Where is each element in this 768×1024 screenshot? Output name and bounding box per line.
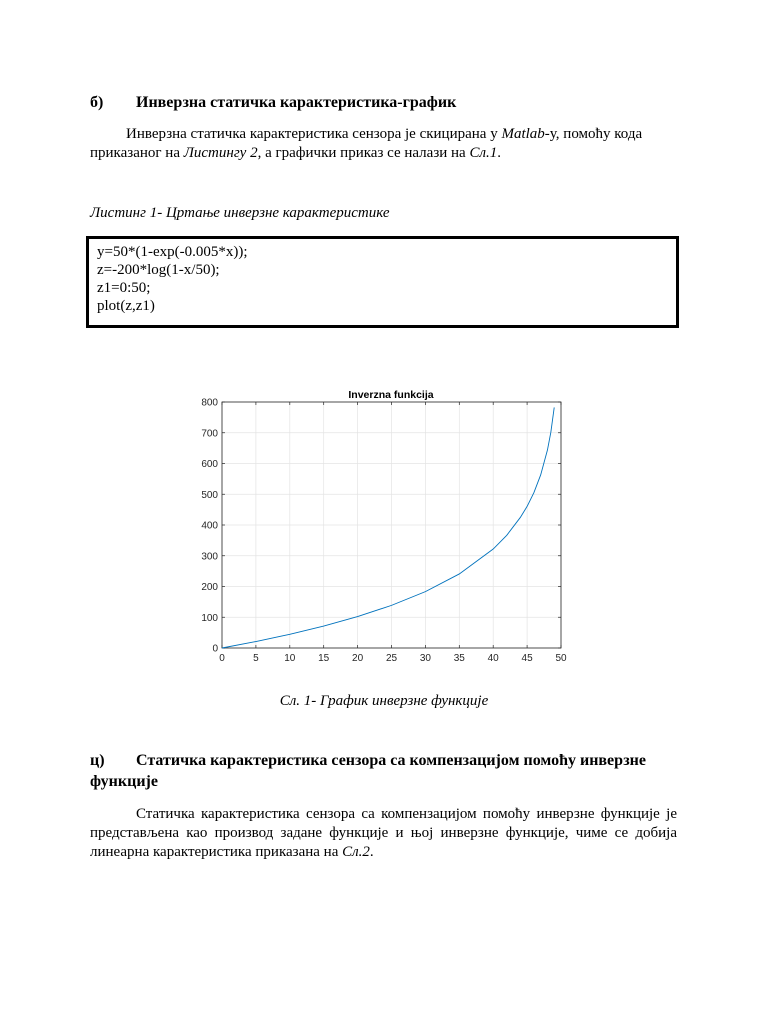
section-c-title-line1: Статичка карактеристика сензора са компензацијом помоћу инверзне (136, 752, 646, 769)
y-tick-label: 0 (212, 643, 218, 655)
series-line (222, 407, 554, 648)
code-line: y=50*(1-exp(-0.005*x)); (97, 244, 248, 260)
section-c-title-line2: функције (90, 773, 158, 790)
chart-grid (222, 402, 561, 648)
y-tick-label: 800 (201, 397, 218, 409)
x-tick-labels (219, 653, 567, 664)
x-tick-label: 20 (352, 653, 364, 664)
x-tick-label: 30 (419, 653, 431, 664)
figure-caption: Сл. 1- График инверзне функције (279, 693, 489, 709)
listing-ref: Листингу 2 (183, 145, 258, 161)
section-c-number: ц) (90, 752, 105, 769)
chart-title: Inverzna funkcija (348, 389, 434, 401)
section-c-paragraph: Статичка карактеристика сензора са компензацијом помоћу инверзне функције је представљена као производ задане функције и њој инверзне функције, чиме се добија линеарна карактеристика приказана на Сл.2. (90, 806, 677, 860)
x-tick-label: 45 (521, 653, 533, 664)
section-b-number: б) (90, 94, 104, 111)
code-line: z1=0:50; (97, 280, 151, 296)
y-tick-label: 700 (201, 428, 218, 440)
figure-2-ref: Сл.2 (342, 844, 370, 860)
y-tick-label: 600 (201, 459, 218, 470)
y-tick-label: 200 (201, 582, 218, 593)
y-tick-labels (201, 398, 218, 655)
section-b-title: Инверзна статичка карактеристика-график (136, 94, 457, 111)
code-listing-box (86, 236, 679, 328)
y-tick-label: 100 (201, 612, 218, 624)
code-line: plot(z,z1) (97, 298, 155, 314)
x-tick-label: 10 (284, 653, 296, 664)
inverse-function-chart (180, 380, 600, 680)
matlab-term: Matlab (501, 126, 545, 142)
y-tick-label: 400 (201, 520, 218, 532)
figure-ref: Сл.1 (469, 145, 498, 161)
section-b-heading (90, 94, 690, 116)
x-tick-label: 25 (385, 653, 398, 664)
section-b-paragraph: Инверзна статичка карактеристика сензора је скицирана у Matlab-у, помоћу кода приказаног на Листингу 2, а графички приказ се налази на Сл.1. (90, 126, 643, 161)
y-tick-label: 500 (201, 489, 218, 501)
x-tick-label: 5 (253, 653, 259, 664)
x-tick-label: 40 (487, 653, 499, 664)
x-tick-label: 0 (219, 653, 225, 664)
x-tick-label: 15 (318, 653, 330, 664)
x-tick-label: 35 (453, 653, 465, 664)
y-tick-label: 300 (201, 551, 218, 563)
section-c-heading (90, 752, 680, 796)
listing-caption: Листинг 1- Цртање инверзне карактеристике (90, 205, 390, 221)
code-line: z=-200*log(1-x/50); (97, 262, 220, 278)
x-tick-label: 50 (555, 653, 567, 664)
